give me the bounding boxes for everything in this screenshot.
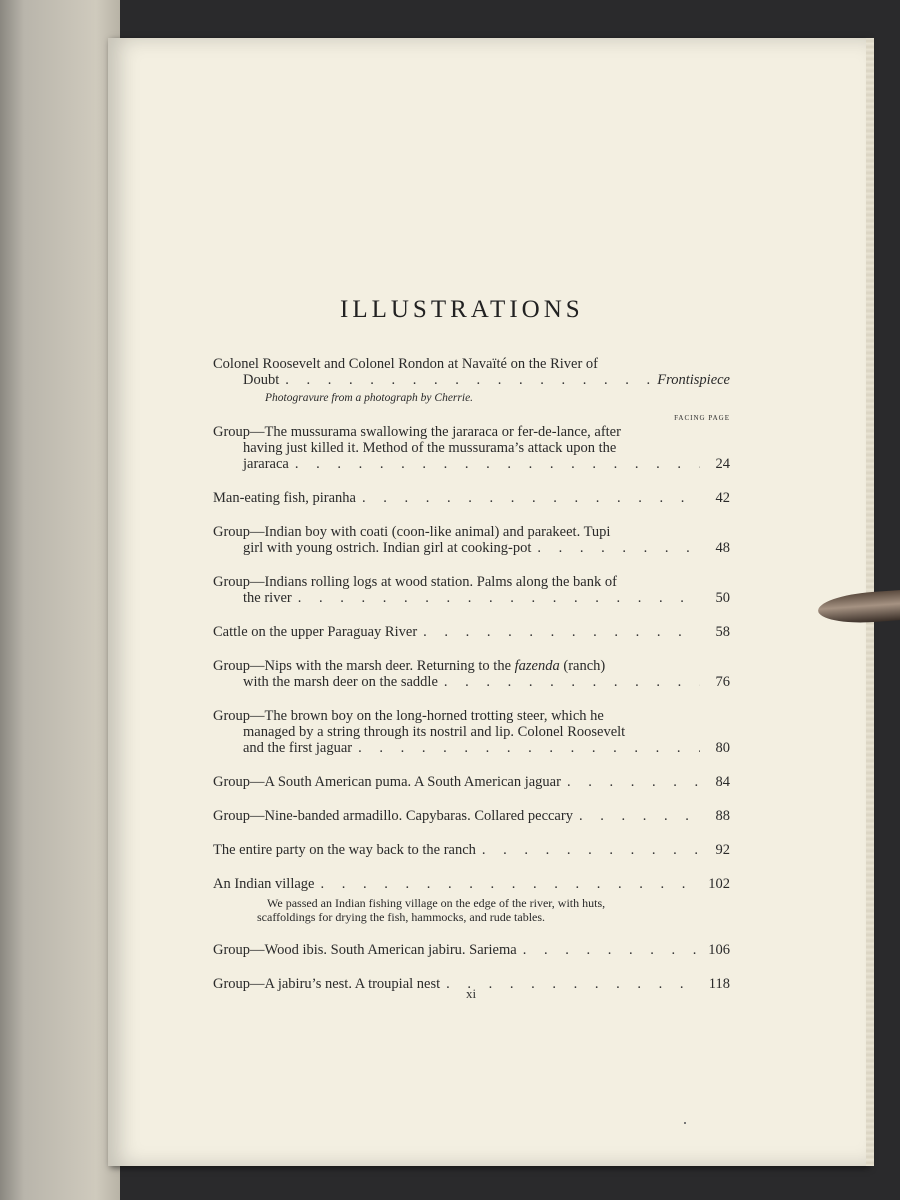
illustration-entry (213, 774, 730, 790)
entry-text: Group—The brown boy on the long-horned trotting steer, which he (213, 708, 604, 724)
illustration-entry (213, 524, 730, 556)
leader-dots (561, 774, 700, 790)
leader-dots (476, 842, 700, 858)
entries-container (213, 424, 730, 992)
leader-dots (314, 876, 700, 892)
entry-note: scaffoldings for drying the fish, hammocks, and rude tables. (257, 910, 546, 924)
entry-text: Cattle on the upper Paraguay River (213, 624, 418, 640)
illustration-entry (213, 942, 730, 958)
entry-text: girl with young ostrich. Indian girl at cooking-pot (243, 540, 532, 556)
page-number: 92 (715, 842, 730, 858)
entry-text: with the marsh deer on the saddle (243, 674, 438, 690)
page-number: 48 (715, 540, 730, 556)
entry-text: Group—A jabiru’s nest. A troupial nest (213, 976, 441, 992)
paper-speck (684, 1122, 686, 1124)
page-number: 80 (715, 740, 730, 756)
entry-text: Group—Indians rolling logs at wood station. Palms along the bank of (213, 574, 617, 590)
leader-dots (531, 540, 700, 556)
frontispiece-caption: Photogravure from a photograph by Cherrie. (265, 392, 474, 404)
entry-text: Man-eating fish, piranha (213, 490, 356, 506)
leader-dots (356, 490, 700, 506)
illustration-entry (213, 658, 730, 690)
illustration-entry (213, 490, 730, 506)
leader-dots (573, 808, 700, 824)
entry-text: Group—Indian boy with coati (coon-like animal) and parakeet. Tupi (213, 524, 611, 540)
page-number: 84 (715, 774, 730, 790)
page-number: Frontispiece (657, 372, 730, 388)
page-number: 88 (715, 808, 730, 824)
page-number: 106 (708, 942, 730, 958)
illustration-entry (213, 624, 730, 640)
facing-page-label: FACING PAGE (674, 414, 730, 422)
illustration-entry (213, 708, 730, 756)
left-page-edge (0, 0, 120, 1200)
entry-text: Group—Wood ibis. South American jabiru. Sariema (213, 942, 517, 958)
illustration-entry (213, 842, 730, 858)
illustrations-list (213, 356, 730, 992)
leader-dots (279, 372, 657, 388)
entry-note: We passed an Indian fishing village on the edge of the river, with huts, (267, 896, 606, 910)
leader-dots (417, 624, 700, 640)
frontispiece-entry (213, 356, 730, 404)
illustration-entry (213, 808, 730, 824)
entry-text: having just killed it. Method of the mussurama’s attack upon the (243, 440, 617, 456)
leader-dots (289, 456, 700, 472)
page-folio: xi (466, 986, 477, 1001)
entry-text: jararaca (243, 456, 289, 472)
entry-text: managed by a string through its nostril and lip. Colonel Roosevelt (243, 724, 626, 740)
page-number: 50 (715, 590, 730, 606)
entry-text: Group—Nine-banded armadillo. Capybaras. Collared peccary (213, 808, 573, 824)
leader-dots (517, 942, 700, 958)
page-number: 102 (708, 876, 730, 892)
entry-text: Doubt (243, 372, 280, 388)
entry-text: Colonel Roosevelt and Colonel Rondon at Navaïté on the River of (213, 356, 598, 372)
entry-text: The entire party on the way back to the ranch (213, 842, 476, 858)
page-number: 118 (708, 976, 730, 992)
page-number: 24 (715, 456, 730, 472)
leader-dots (438, 674, 700, 690)
page-number: 42 (715, 490, 730, 506)
leader-dots (352, 740, 700, 756)
entry-text: Group—Nips with the marsh deer. Returning to the fazenda (ranch) (213, 658, 606, 674)
illustration-entry (213, 424, 730, 472)
entry-text: Group—The mussurama swallowing the jararaca or fer-de-lance, after (213, 424, 621, 440)
leader-dots (292, 590, 700, 606)
page-number: 76 (715, 674, 730, 690)
page-heading: ILLUSTRATIONS (340, 296, 584, 323)
page-number: 58 (715, 624, 730, 640)
entry-text: Group—A South American puma. A South American jaguar (213, 774, 561, 790)
illustration-entry (213, 876, 730, 924)
leader-dots (440, 976, 700, 992)
entry-text: An Indian village (213, 876, 315, 892)
entry-text: the river (243, 590, 292, 606)
entry-text: and the first jaguar (243, 740, 353, 756)
illustration-entry (213, 574, 730, 606)
